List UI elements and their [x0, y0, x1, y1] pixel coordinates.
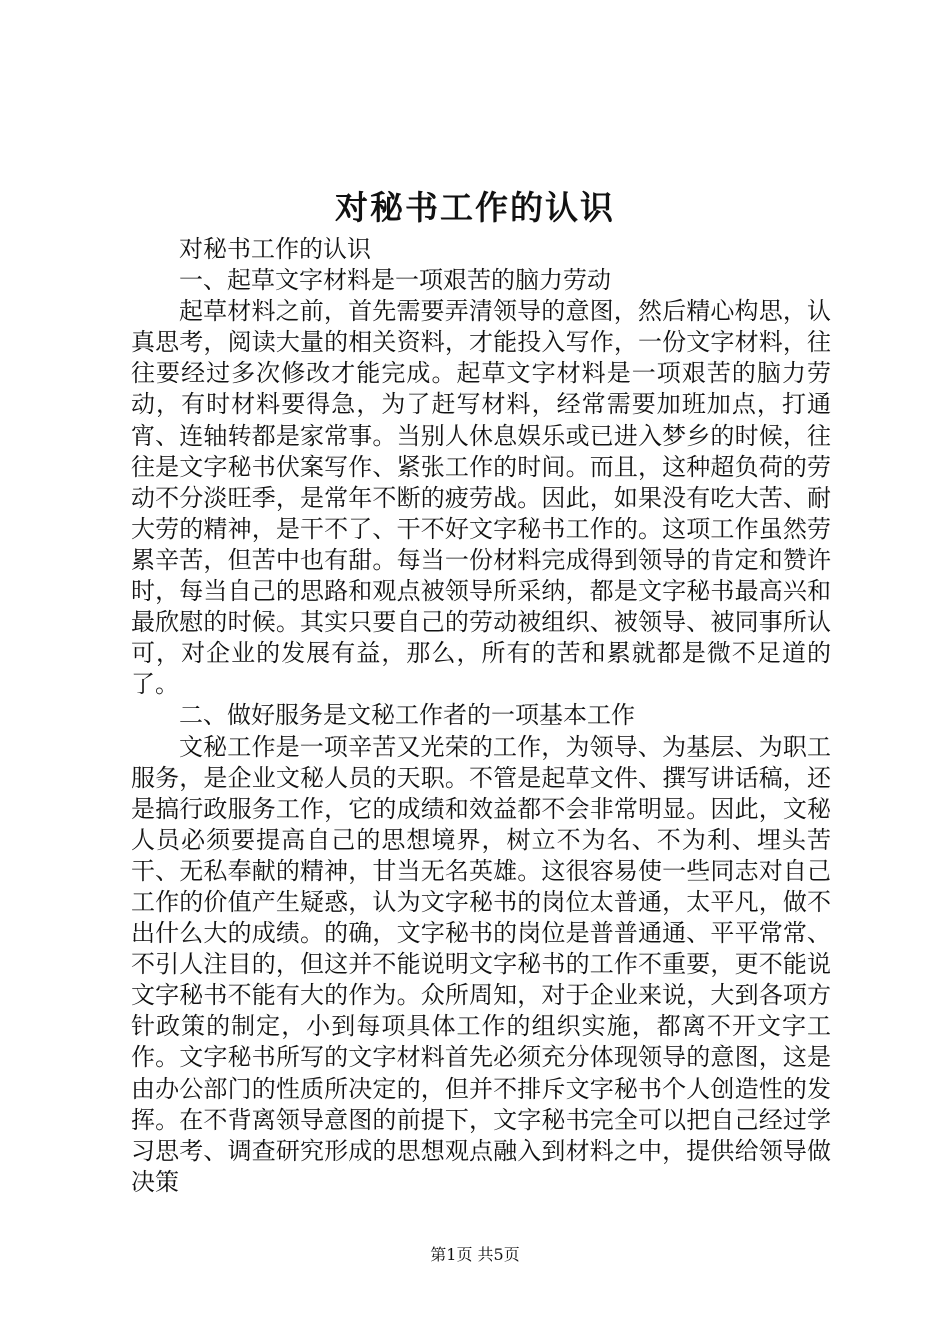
- body-paragraph: 文秘工作是一项辛苦又光荣的工作，为领导、为基层、为职工服务，是企业文秘人员的天职。不管是起草文件、撰写讲话稿，还是搞行政服务工作，它的成绩和效益都不会非常明显。因此，文秘人员必须要提高自己的思想境界，树立不为名、不为利、埋头苦干、无私奉献的精神，甘当无名英雄。这很容易使一些同志对自己工作的价值产生疑惑，认为文字秘书的岗位太普通，太平凡，做不出什么大的成绩。的确，文字秘书的岗位是普普通通、平平常常、不引人注目的，但这并不能说明文字秘书的工作不重要，更不能说文字秘书不能有大的作为。众所周知，对于企业来说，大到各项方针政策的制定，小到每项具体工作的组织实施，都离不开文字工作。文字秘书所写的文字材料首先必须充分体现领导的意图，这是由办公部门的性质所决定的，但并不排斥文字秘书个人创造性的发挥。在不背离领导意图的前提下，文字秘书完全可以把自己经过学习思考、调查研究形成的思想观点融入到材料之中，提供给领导做决策: [131, 732, 831, 1196]
- page-number-indicator: 第1页 共5页: [430, 1245, 520, 1264]
- section-heading-1: 一、起草文字材料是一项艰苦的脑力劳动: [179, 266, 611, 295]
- document-title: 对秘书工作的认识: [335, 188, 615, 227]
- page-footer: [0, 1243, 950, 1267]
- body-paragraph-subtitle: 对秘书工作的认识: [179, 235, 371, 263]
- section-heading-2: 二、做好服务是文秘工作者的一项基本工作: [179, 701, 635, 730]
- document-body: [131, 234, 831, 1198]
- body-paragraph: 起草材料之前，首先需要弄清领导的意图，然后精心构思，认真思考，阅读大量的相关资料，才能投入写作，一份文字材料，往往要经过多次修改才能完成。起草文字材料是一项艰苦的脑力劳动，有时材料要得急，为了赶写材料，经常需要加班加点，打通宵、连轴转都是家常事。当别人休息娱乐或已进入梦乡的时候，往往是文字秘书伏案写作、紧张工作的时间。而且，这种超负荷的劳动不分淡旺季，是常年不断的疲劳战。因此，如果没有吃大苦、耐大劳的精神，是干不了、干不好文字秘书工作的。这项工作虽然劳累辛苦，但苦中也有甜。每当一份材料完成得到领导的肯定和赞许时，每当自己的思路和观点被领导所采纳，都是文字秘书最高兴和最欣慰的时候。其实只要自己的劳动被组织、被领导、被同事所认可，对企业的发展有益，那么，所有的苦和累就都是微不足道的了。: [131, 297, 831, 699]
